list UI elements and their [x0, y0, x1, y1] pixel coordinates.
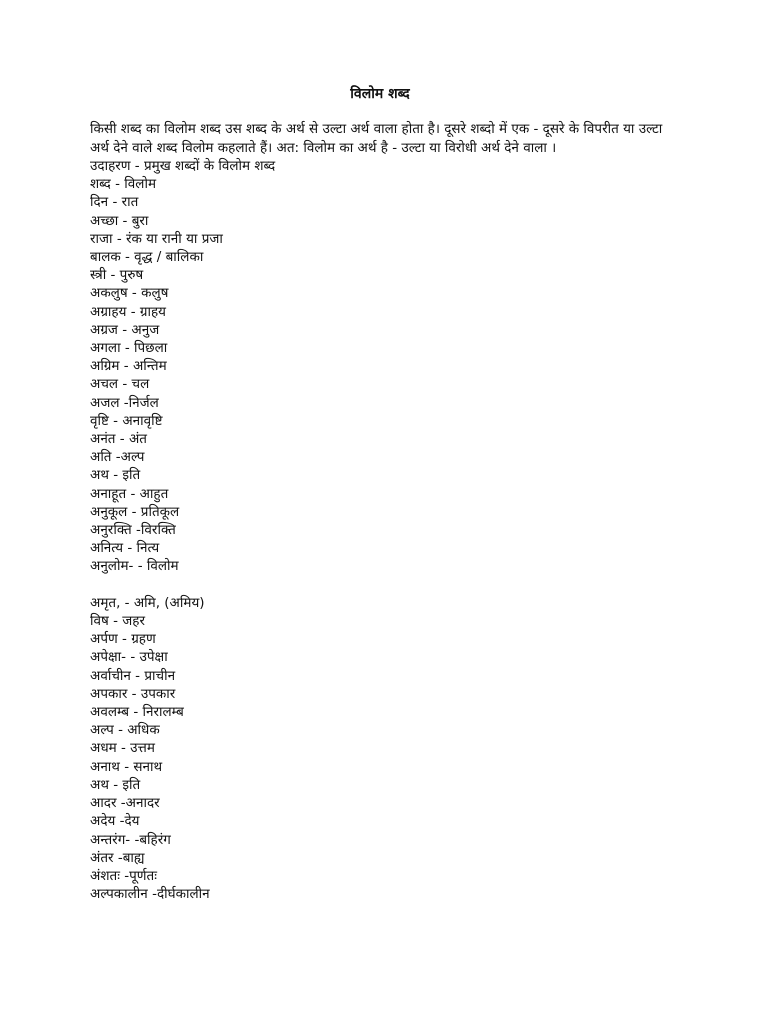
antonym-pair: अग्राहय - ग्राहय [90, 303, 166, 320]
antonym-pair: राजा - रंक या रानी या प्रजा [90, 230, 223, 247]
antonym-pair: अर्पण - ग्रहण [90, 631, 156, 648]
antonym-pair: अचल - चल [90, 376, 150, 393]
antonym-pair: अपेक्षा- - उपेक्षा [90, 649, 168, 666]
antonym-pair: अग्रज - अनुज [90, 321, 160, 338]
antonym-pair: अनंत - अंत [90, 431, 147, 448]
antonym-pair: अल्प - अधिक [90, 722, 160, 739]
example-heading: उदाहरण - प्रमुख शब्दों के विलोम शब्द [90, 158, 276, 174]
intro-paragraph: किसी शब्द का विलोम शब्द उस शब्द के अर्थ से उल्टा अर्थ वाला होता है। दूसरे शब्दो में एक - दूसरे के विपरीत या उल्टा अर्थ देने वाले शब्द विलोम कहलाते हैं। अत: विलोम का अर्थ है - उल्टा या विरोधी अर्थ देने वाला । [90, 121, 663, 156]
antonym-pair: स्त्री - पुरुष [90, 267, 144, 284]
antonym-pair: अनुरक्ति -विरक्ति [90, 522, 176, 539]
antonym-pair: शब्द - विलोम [90, 176, 157, 193]
antonym-pair: अपकार - उपकार [90, 685, 176, 702]
antonym-list-1 [90, 175, 670, 575]
antonym-pair: वृष्टि - अनावृष्टि [90, 412, 163, 429]
antonym-pair: अनित्य - नित्य [90, 540, 160, 557]
antonym-pair: अदेय -देय [90, 813, 140, 830]
antonym-pair: अमृत, - अमि, (अमिय) [90, 594, 205, 611]
antonym-pair: अग्रिम - अन्तिम [90, 358, 167, 375]
antonym-pair: अंशतः -पूर्णतः [90, 867, 157, 884]
antonym-pair: अधम - उत्तम [90, 740, 155, 757]
antonym-pair: अंतर -बाह्य [90, 849, 145, 866]
antonym-pair: अर्वाचीन - प्राचीन [90, 667, 176, 684]
antonym-pair: अति -अल्प [90, 449, 145, 466]
antonym-pair: अवलम्ब - निरालम्ब [90, 704, 184, 721]
antonym-pair: अनुकूल - प्रतिकूल [90, 503, 180, 520]
antonym-pair: अनुलोम- - विलोम [90, 558, 179, 575]
antonym-pair: विष - जहर [90, 613, 145, 630]
antonym-pair: अनाथ - सनाथ [90, 758, 163, 775]
page-title: विलोम शब्द [350, 86, 410, 102]
blank-line [90, 576, 670, 594]
antonym-pair: अच्छा - बुरा [90, 212, 149, 229]
document-page [90, 84, 670, 903]
antonym-pair: अकलुष - कलुष [90, 285, 169, 302]
antonym-list-2 [90, 594, 670, 903]
antonym-pair: अथ - इति [90, 776, 141, 793]
antonym-pair: अजल -निर्जल [90, 394, 159, 411]
antonym-pair: अथ - इति [90, 467, 141, 484]
antonym-pair: अनाहूत - आहुत [90, 485, 169, 502]
antonym-pair: अन्तरंग- -बहिरंग [90, 831, 171, 848]
antonym-pair: अल्पकालीन -दीर्घकालीन [90, 886, 210, 903]
antonym-pair: अगला - पिछला [90, 340, 168, 357]
antonym-pair: आदर -अनादर [90, 795, 160, 812]
antonym-pair: दिन - रात [90, 194, 139, 211]
antonym-pair: बालक - वृद्ध / बालिका [90, 249, 204, 266]
